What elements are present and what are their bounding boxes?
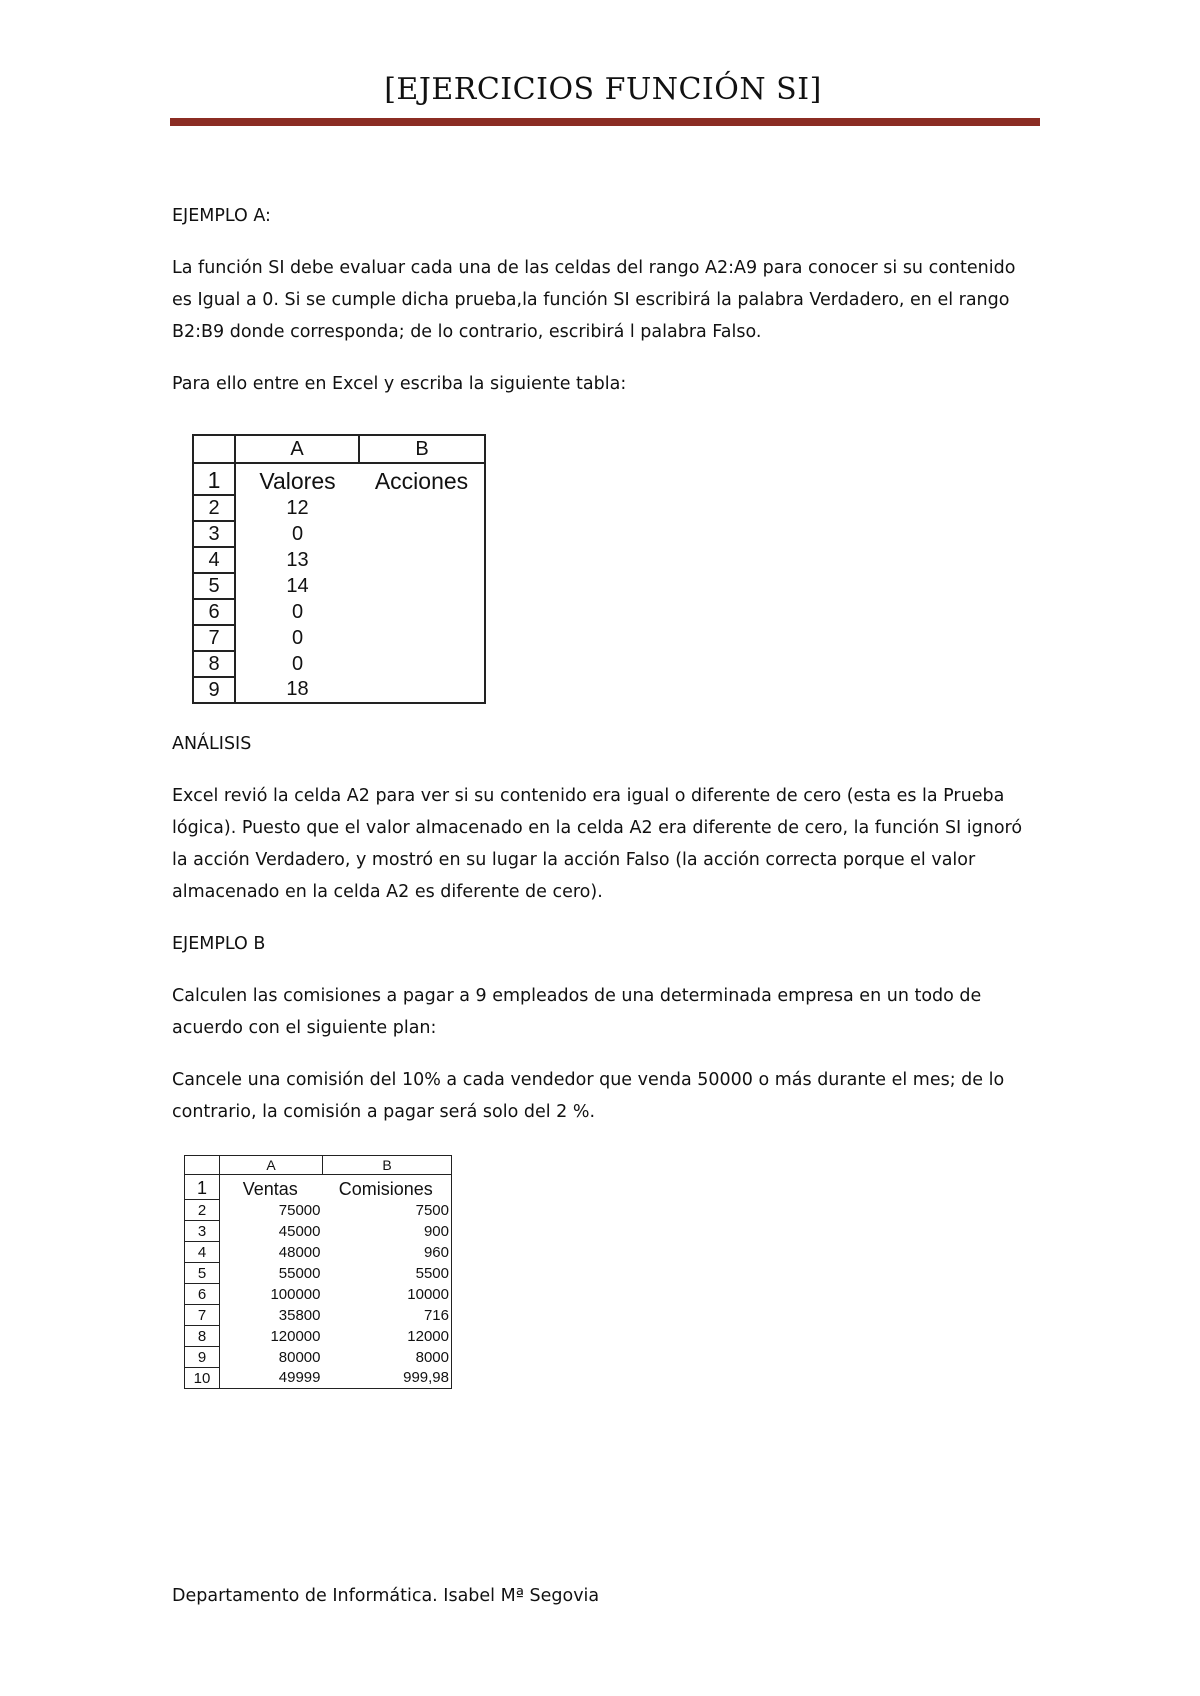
cell-b — [359, 521, 485, 547]
table-row — [185, 1221, 452, 1242]
table-corner — [193, 435, 235, 463]
analisis-paragraph: Excel revió la celda A2 para ver si su contenido era igual o diferente de cero (esta es la Prueba lógica). Puesto que el valor almacenado en la celda A2 era diferente de cero, la función SI ignoró la acción Verdadero, y mostró en su lugar la acción Falso (la acción correcta porque el valor almacenado en la celda A2 es diferente de cero). — [172, 786, 1023, 902]
cell-b — [359, 495, 485, 521]
row-number: 9 — [185, 1347, 220, 1368]
cell-b: Comisiones — [323, 1175, 452, 1200]
ejemplo-a-instruction: Para ello entre en Excel y escriba la siguiente tabla: — [172, 374, 627, 394]
table-row — [185, 1284, 452, 1305]
cell-a: 0 — [291, 522, 304, 545]
header-divider — [170, 118, 1040, 126]
cell-a: 120000 — [270, 1327, 321, 1345]
cell-a: 48000 — [278, 1243, 321, 1261]
table-row — [185, 1347, 452, 1368]
table-row — [193, 573, 485, 599]
row-number: 2 — [193, 495, 235, 521]
table-row — [193, 651, 485, 677]
cell-a: 13 — [286, 548, 309, 571]
ejemplo-b-paragraph: Calculen las comisiones a pagar a 9 empleados de una determinada empresa en un todo de acuerdo con el siguiente plan: — [172, 986, 982, 1038]
row-number: 7 — [193, 625, 235, 651]
cell-a: 75000 — [278, 1201, 321, 1219]
cell-b — [359, 625, 485, 651]
row-number: 4 — [185, 1242, 220, 1263]
column-header-b: B — [359, 435, 485, 463]
cell-a: 80000 — [278, 1348, 321, 1366]
cell-b: 716 — [323, 1305, 452, 1326]
cell-a: 55000 — [278, 1264, 321, 1282]
cell-b: 900 — [323, 1221, 452, 1242]
column-header-a: A — [220, 1156, 323, 1175]
table-row — [193, 599, 485, 625]
table-row — [185, 1200, 452, 1221]
ejemplo-b-heading: EJEMPLO B — [172, 934, 266, 954]
cell-b: 10000 — [323, 1284, 452, 1305]
cell-a: 0 — [291, 626, 304, 649]
table-row — [185, 1368, 452, 1389]
cell-b: 960 — [323, 1242, 452, 1263]
cell-a: 12 — [286, 496, 309, 519]
column-header-b: B — [323, 1156, 452, 1175]
table-row — [185, 1263, 452, 1284]
row-number: 3 — [185, 1221, 220, 1242]
table-row — [193, 495, 485, 521]
ejemplo-a-heading: EJEMPLO A: — [172, 206, 271, 226]
row-number: 1 — [185, 1175, 220, 1200]
row-number: 8 — [193, 651, 235, 677]
cell-b: Acciones — [359, 463, 485, 495]
table-corner — [185, 1156, 220, 1175]
row-number: 6 — [193, 599, 235, 625]
row-number: 7 — [185, 1305, 220, 1326]
cell-a: Ventas — [242, 1178, 298, 1199]
cell-b: 999,98 — [323, 1368, 452, 1389]
row-number: 1 — [193, 463, 235, 495]
table-row — [193, 547, 485, 573]
cell-b — [359, 599, 485, 625]
cell-a: 18 — [235, 677, 359, 703]
cell-a: 14 — [286, 574, 309, 597]
table-row — [185, 1326, 452, 1347]
cell-b — [359, 547, 485, 573]
row-number: 2 — [185, 1200, 220, 1221]
spreadsheet-table-b — [184, 1155, 452, 1389]
row-number: 5 — [193, 573, 235, 599]
cell-b: 5500 — [323, 1263, 452, 1284]
row-number: 3 — [193, 521, 235, 547]
row-number: 10 — [185, 1368, 220, 1389]
cell-a: 100000 — [270, 1285, 321, 1303]
table-row — [185, 1175, 452, 1200]
table-row — [193, 625, 485, 651]
cell-b: 12000 — [323, 1326, 452, 1347]
row-number: 4 — [193, 547, 235, 573]
ejemplo-b-instruction: Cancele una comisión del 10% a cada vendedor que venda 50000 o más durante el mes; de lo contrario, la comisión a pagar será solo del 2 %. — [172, 1070, 1005, 1122]
cell-a: 0 — [291, 600, 304, 623]
cell-b — [359, 651, 485, 677]
analisis-heading: ANÁLISIS — [172, 734, 252, 754]
row-number: 6 — [185, 1284, 220, 1305]
cell-b — [359, 677, 485, 703]
table-row — [193, 521, 485, 547]
cell-b — [359, 573, 485, 599]
cell-a: 49999 — [220, 1368, 323, 1389]
ejemplo-a-paragraph: La función SI debe evaluar cada una de las celdas del rango A2:A9 para conocer si su contenido es Igual a 0. Si se cumple dicha prueba,la función SI escribirá la palabra Verdadero, en el rango B2:B9 donde corresponda; de lo contrario, escribirá l palabra Falso. — [172, 258, 1016, 342]
document-body — [172, 200, 1032, 420]
spreadsheet-table-a — [192, 434, 486, 704]
table-row — [193, 463, 485, 495]
page-footer: Departamento de Informática. Isabel Mª Segovia — [172, 1586, 600, 1606]
column-header-a: A — [235, 435, 359, 463]
cell-b: 7500 — [323, 1200, 452, 1221]
table-row — [193, 677, 485, 703]
table-row — [185, 1242, 452, 1263]
analysis-section — [172, 728, 1032, 1148]
row-number: 9 — [193, 677, 235, 703]
row-number: 8 — [185, 1326, 220, 1347]
row-number: 5 — [185, 1263, 220, 1284]
cell-a: 45000 — [278, 1222, 321, 1240]
cell-a: 35800 — [278, 1306, 321, 1324]
cell-a: 0 — [291, 652, 304, 675]
cell-b: 8000 — [323, 1347, 452, 1368]
cell-a: Valores — [259, 468, 336, 494]
page-header-title: [EJERCICIOS FUNCIÓN SI] — [384, 72, 822, 107]
table-row — [185, 1305, 452, 1326]
